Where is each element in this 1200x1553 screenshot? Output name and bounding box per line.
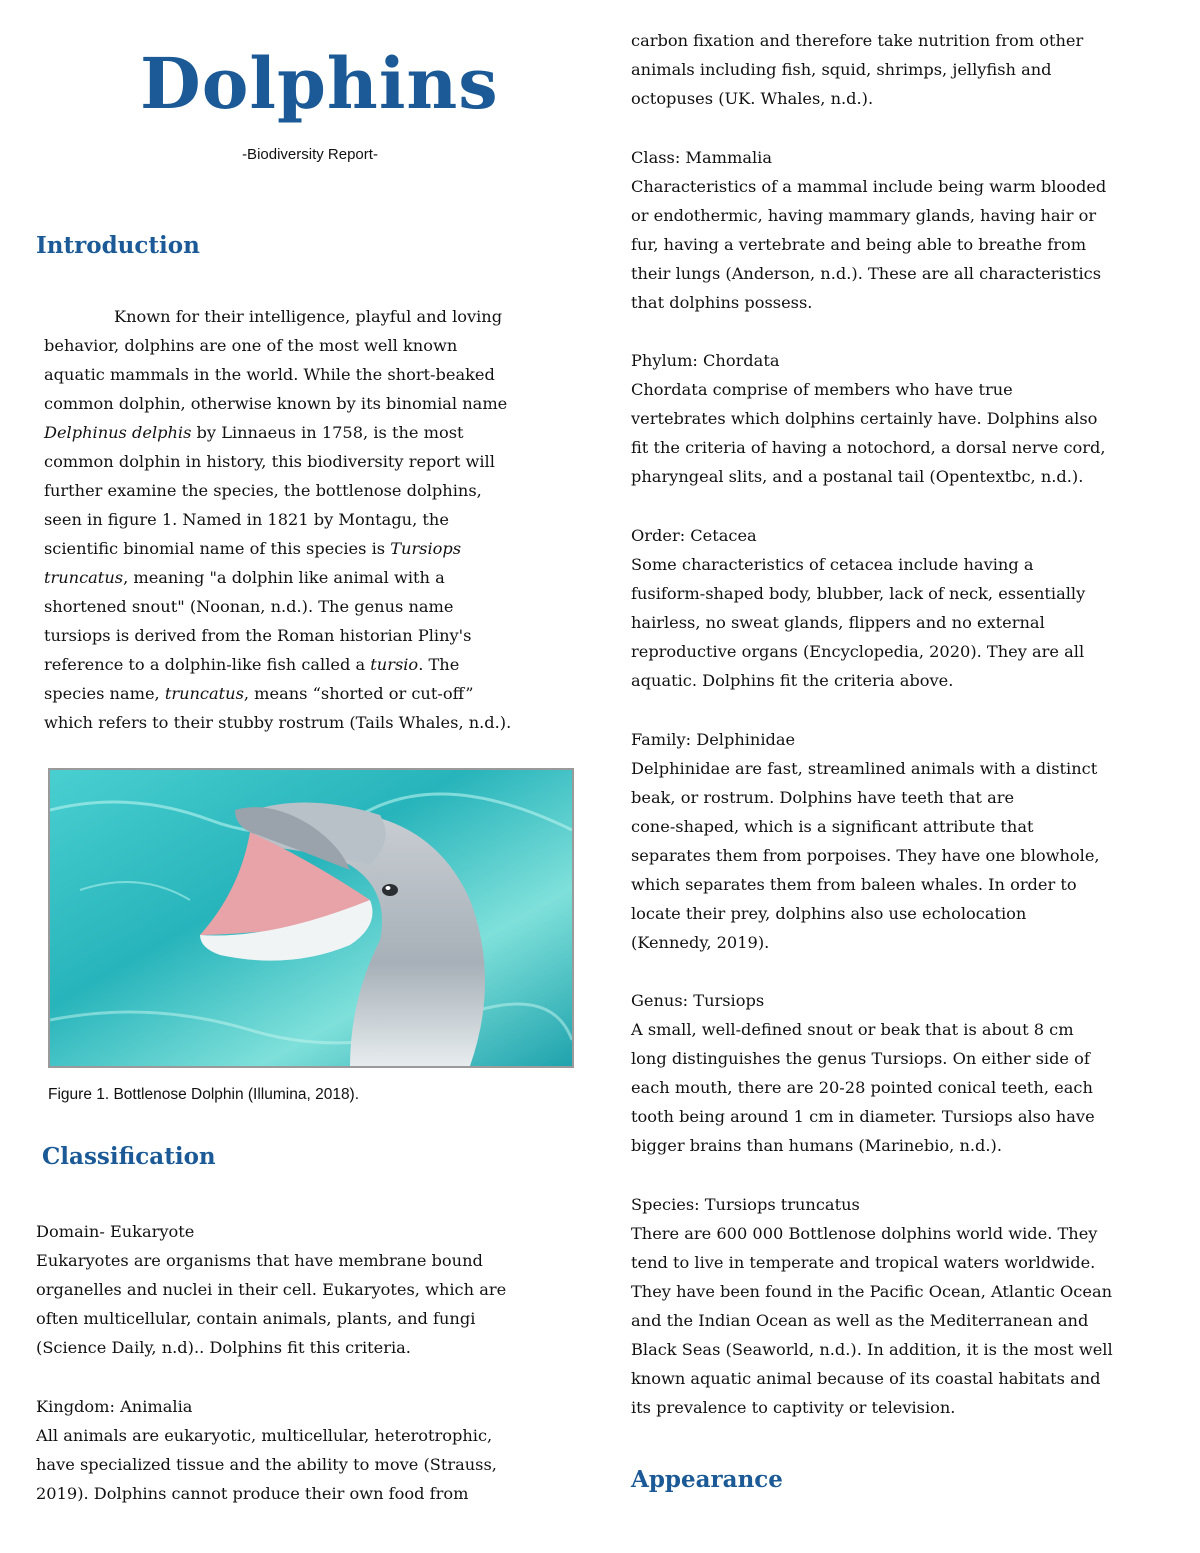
intro-line: common dolphin, otherwise known by its binomial name xyxy=(44,394,508,413)
dolphin-photo xyxy=(48,768,574,1068)
genus-line: long distinguishes the genus Tursiops. On either side of xyxy=(631,1049,1090,1068)
page-subtitle: -Biodiversity Report- xyxy=(242,146,378,163)
domain-line: (Science Daily, n.d).. Dolphins fit this criteria. xyxy=(36,1338,411,1357)
species-line: They have been found in the Pacific Ocean, Atlantic Ocean xyxy=(631,1282,1113,1301)
intro-line: common dolphin in history, this biodiversity report will xyxy=(44,452,495,471)
page-title: Dolphins xyxy=(140,42,499,125)
intro-line: tursiops is derived from the Roman historian Pliny's xyxy=(44,626,472,645)
class-line: Characteristics of a mammal include being warm blooded xyxy=(631,177,1107,196)
species-line: known aquatic animal because of its coastal habitats and xyxy=(631,1369,1101,1388)
species-line: Black Seas (Seaworld, n.d.). In addition, it is the most well xyxy=(631,1340,1113,1359)
species-title: Species: Tursiops truncatus xyxy=(631,1195,860,1214)
genus-line: A small, well-defined snout or beak that is about 8 cm xyxy=(631,1020,1074,1039)
phylum-title: Phylum: Chordata xyxy=(631,351,780,370)
kingdom-title: Kingdom: Animalia xyxy=(36,1397,193,1416)
phylum-line: fit the criteria of having a notochord, a dorsal nerve cord, xyxy=(631,438,1106,457)
family-line: separates them from porpoises. They have one blowhole, xyxy=(631,846,1100,865)
classification-heading: Classification xyxy=(42,1143,216,1170)
intro-text: scientific binomial name of this species is xyxy=(44,539,391,558)
intro-text: reference to a dolphin-like fish called a xyxy=(44,655,371,674)
species-line: and the Indian Ocean as well as the Mediterranean and xyxy=(631,1311,1089,1330)
genus-title: Genus: Tursiops xyxy=(631,991,765,1010)
intro-line xyxy=(44,563,445,592)
intro-text: . The xyxy=(418,655,460,674)
class-line: their lungs (Anderson, n.d.). These are all characteristics xyxy=(631,264,1102,283)
kingdom-line: octopuses (UK. Whales, n.d.). xyxy=(631,89,874,108)
order-line: reproductive organs (Encyclopedia, 2020). They are all xyxy=(631,642,1085,661)
binomial-name: truncatus xyxy=(44,568,124,587)
order-line: hairless, no sweat glands, flippers and no external xyxy=(631,613,1045,632)
order-line: fusiform-shaped body, blubber, lack of neck, essentially xyxy=(631,584,1086,603)
family-line: cone-shaped, which is a significant attribute that xyxy=(631,817,1034,836)
intro-line xyxy=(44,534,461,563)
species-line: its prevalence to captivity or television. xyxy=(631,1398,956,1417)
appearance-heading: Appearance xyxy=(631,1466,783,1493)
figure-caption: Figure 1. Bottlenose Dolphin (Illumina, 2018). xyxy=(48,1086,360,1103)
family-line: Delphinidae are fast, streamlined animals with a distinct xyxy=(631,759,1098,778)
kingdom-line: have specialized tissue and the ability to move (Strauss, xyxy=(36,1455,497,1474)
kingdom-line: animals including fish, squid, shrimps, jellyfish and xyxy=(631,60,1052,79)
intro-text: by Linnaeus in 1758, is the most xyxy=(191,423,464,442)
binomial-name: Delphinus delphis xyxy=(44,423,192,442)
domain-line: often multicellular, contain animals, plants, and fungi xyxy=(36,1309,476,1328)
intro-text: , means “shorted or cut-off” xyxy=(243,684,474,703)
kingdom-line: carbon fixation and therefore take nutrition from other xyxy=(631,31,1084,50)
order-line: Some characteristics of cetacea include having a xyxy=(631,555,1034,574)
intro-line xyxy=(44,650,459,679)
family-line: locate their prey, dolphins also use echolocation xyxy=(631,904,1027,923)
intro-line xyxy=(44,418,464,447)
intro-line: further examine the species, the bottlenose dolphins, xyxy=(44,481,482,500)
domain-line: organelles and nuclei in their cell. Eukaryotes, which are xyxy=(36,1280,507,1299)
intro-text: , meaning "a dolphin like animal with a xyxy=(123,568,445,587)
family-title: Family: Delphinidae xyxy=(631,730,796,749)
kingdom-line: 2019). Dolphins cannot produce their own food from xyxy=(36,1484,469,1503)
intro-line: which refers to their stubby rostrum (Tails Whales, n.d.). xyxy=(44,713,512,732)
class-line: that dolphins possess. xyxy=(631,293,813,312)
intro-line xyxy=(44,679,474,708)
dolphin-illustration xyxy=(50,770,572,1066)
latin-term: tursio xyxy=(370,655,419,674)
order-title: Order: Cetacea xyxy=(631,526,757,545)
family-line: which separates them from baleen whales. In order to xyxy=(631,875,1077,894)
intro-line: Known for their intelligence, playful and loving xyxy=(114,307,503,326)
intro-line: seen in figure 1. Named in 1821 by Montagu, the xyxy=(44,510,449,529)
phylum-line: pharyngeal slits, and a postanal tail (Opentextbc, n.d.). xyxy=(631,467,1084,486)
introduction-heading: Introduction xyxy=(36,232,200,259)
species-line: There are 600 000 Bottlenose dolphins world wide. They xyxy=(631,1224,1098,1243)
latin-term: truncatus xyxy=(164,684,244,703)
domain-title: Domain- Eukaryote xyxy=(36,1222,195,1241)
species-line: tend to live in temperate and tropical waters worldwide. xyxy=(631,1253,1096,1272)
domain-line: Eukaryotes are organisms that have membrane bound xyxy=(36,1251,483,1270)
genus-line: bigger brains than humans (Marinebio, n.d.). xyxy=(631,1136,1002,1155)
binomial-name: Tursiops xyxy=(390,539,462,558)
genus-line: tooth being around 1 cm in diameter. Tursiops also have xyxy=(631,1107,1095,1126)
family-line: (Kennedy, 2019). xyxy=(631,933,770,952)
class-line: fur, having a vertebrate and being able to breathe from xyxy=(631,235,1087,254)
kingdom-line: All animals are eukaryotic, multicellular, heterotrophic, xyxy=(36,1426,493,1445)
family-line: beak, or rostrum. Dolphins have teeth that are xyxy=(631,788,1015,807)
class-title: Class: Mammalia xyxy=(631,148,773,167)
phylum-line: vertebrates which dolphins certainly have. Dolphins also xyxy=(631,409,1098,428)
genus-line: each mouth, there are 20-28 pointed conical teeth, each xyxy=(631,1078,1093,1097)
intro-line: behavior, dolphins are one of the most well known xyxy=(44,336,458,355)
order-line: aquatic. Dolphins fit the criteria above. xyxy=(631,671,954,690)
intro-line: shortened snout" (Noonan, n.d.). The genus name xyxy=(44,597,454,616)
intro-line: aquatic mammals in the world. While the short-beaked xyxy=(44,365,495,384)
intro-text: species name, xyxy=(44,684,165,703)
phylum-line: Chordata comprise of members who have true xyxy=(631,380,1013,399)
class-line: or endothermic, having mammary glands, having hair or xyxy=(631,206,1097,225)
